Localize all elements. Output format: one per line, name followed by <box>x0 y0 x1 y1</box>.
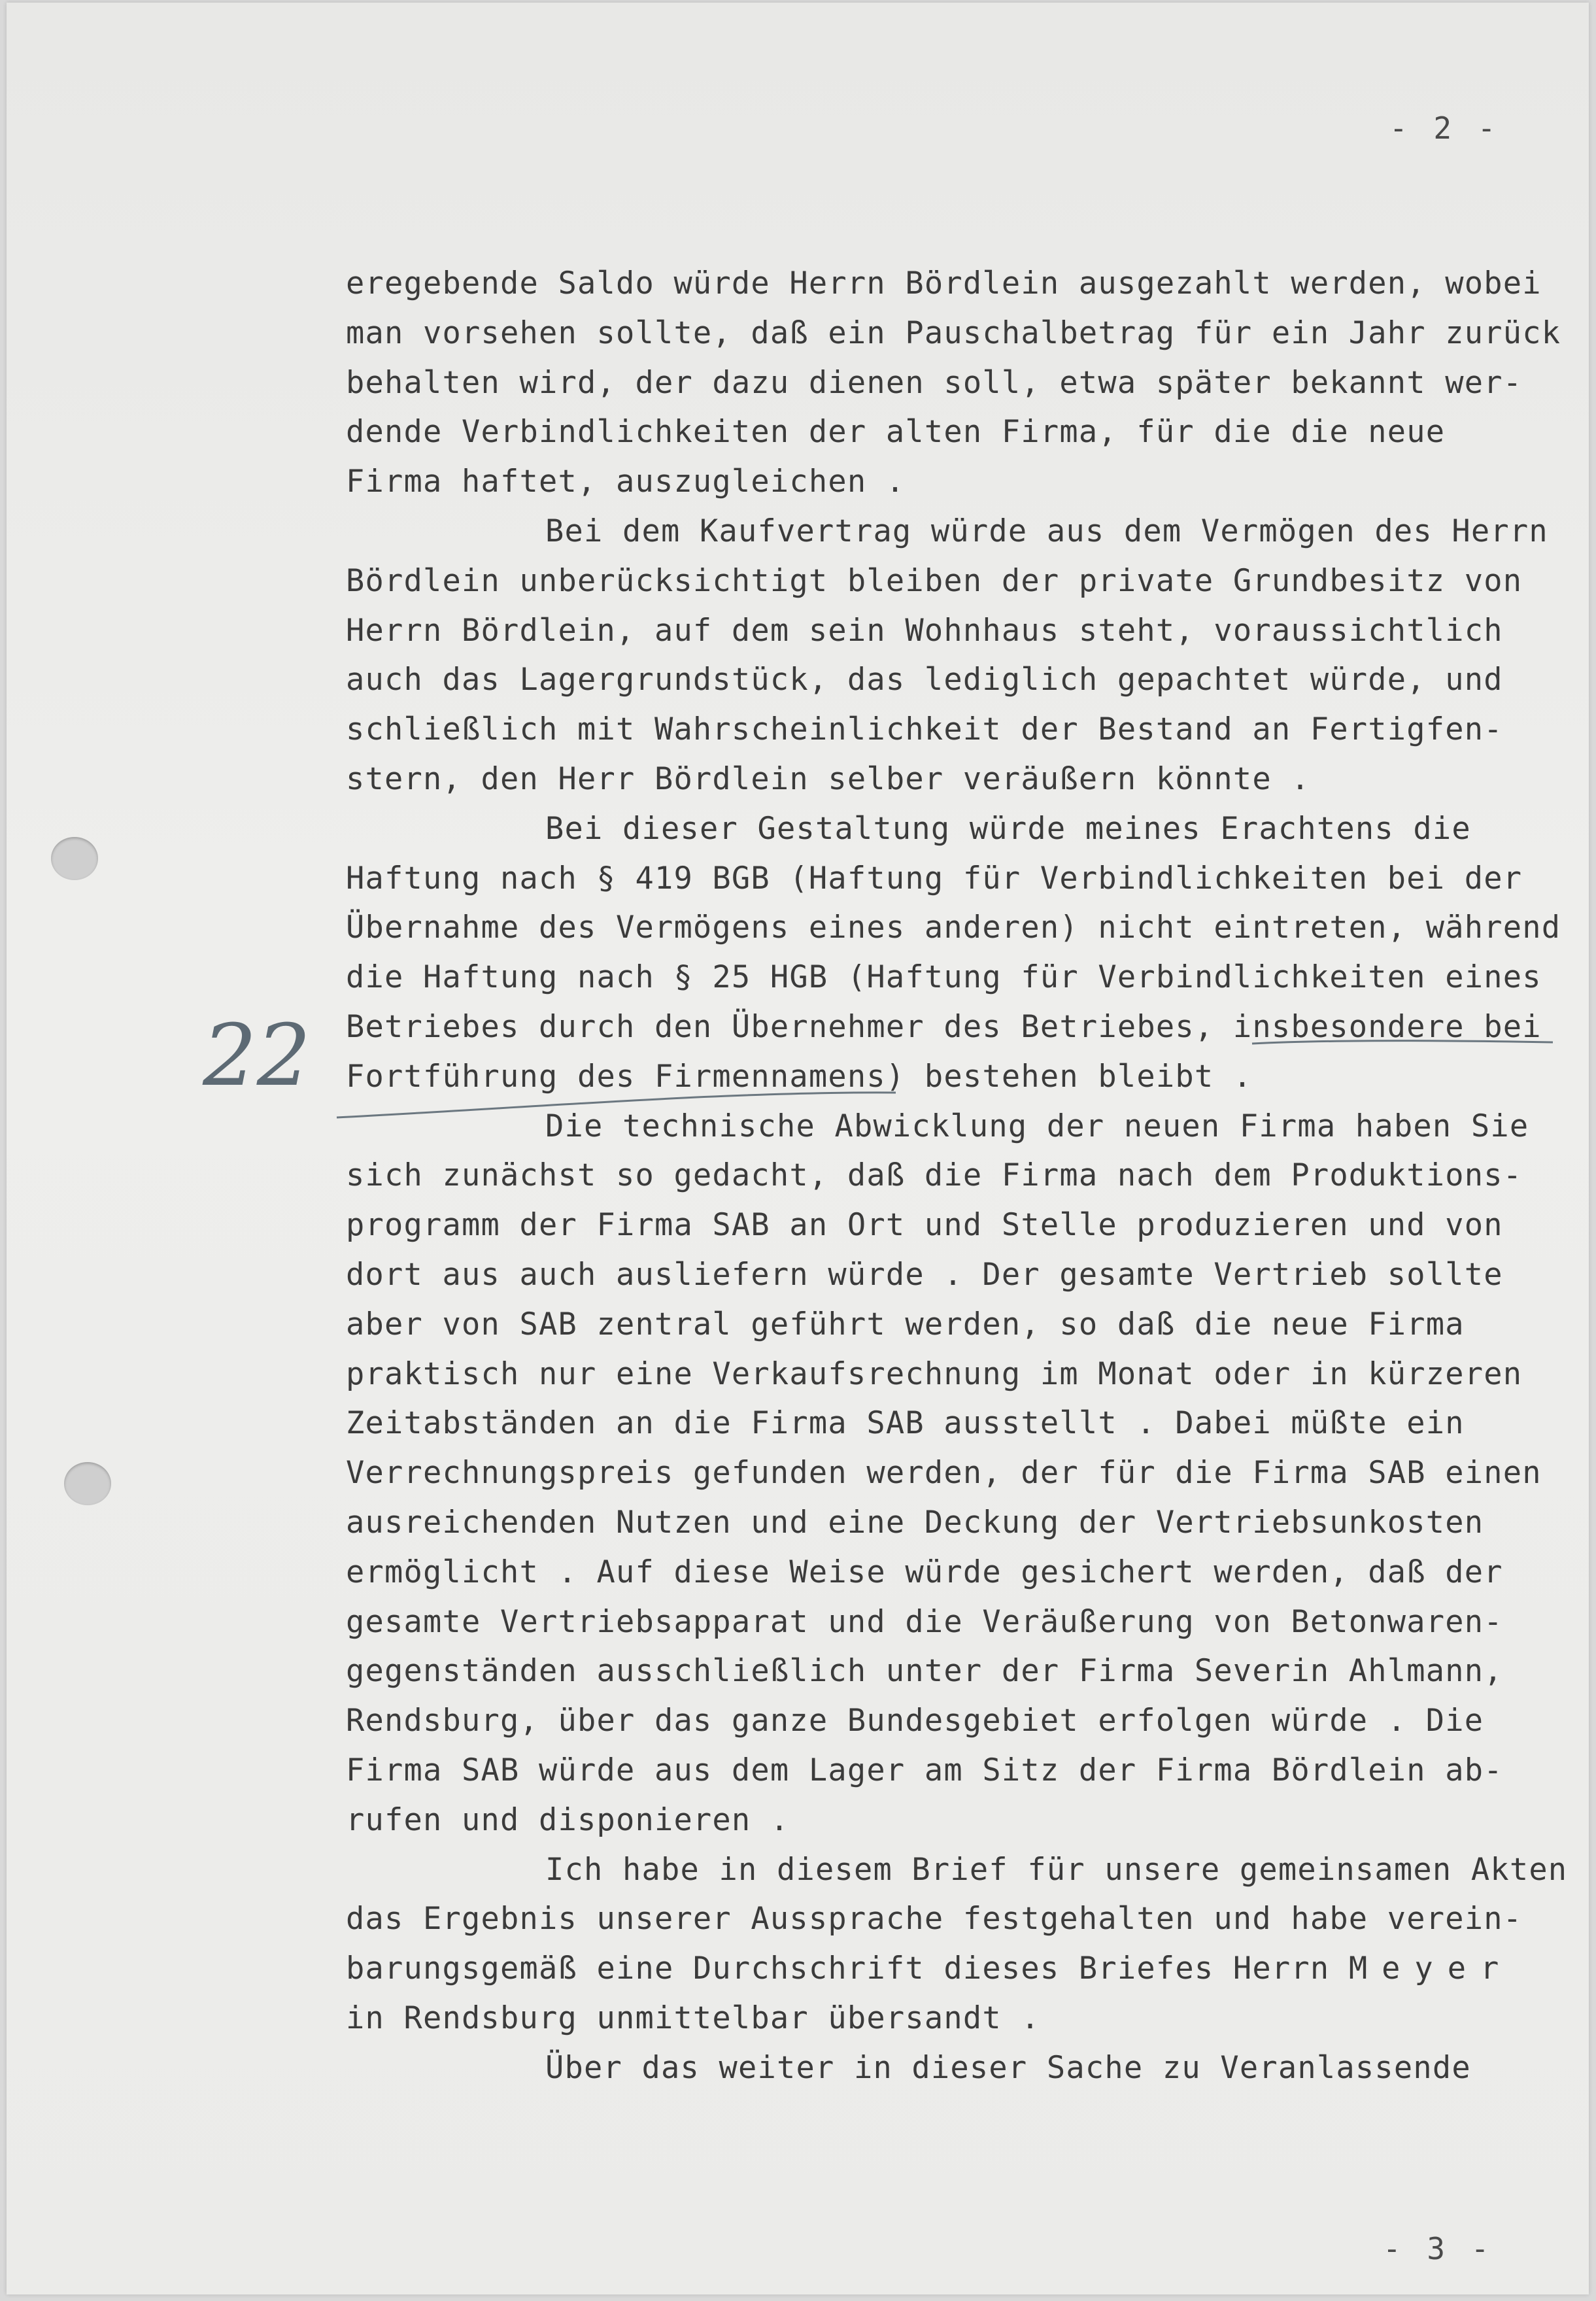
text-line-content: die Haftung nach § 25 HGB (Haftung für Verbindlichkeiten eines <box>346 959 1542 996</box>
text-line-content: stern, den Herr Bördlein selber veräußern könnte . <box>346 760 1310 797</box>
text-line-content: Zeitabständen an die Firma SAB ausstellt . Dabei müßte ein <box>346 1405 1465 1442</box>
text-line <box>346 1994 1588 2043</box>
text-line-content: Bei dieser Gestaltung würde meines Erachtens die <box>545 810 1471 847</box>
text-line-content: Die technische Abwicklung der neuen Firma haben Sie <box>545 1108 1529 1144</box>
text-line-content: Bei dem Kaufvertrag würde aus dem Vermögen des Herrn <box>545 513 1548 549</box>
text-line <box>346 1944 1588 1994</box>
text-line <box>346 1746 1588 1796</box>
text-line-content: sich zunächst so gedacht, daß die Firma nach dem Produktions- <box>346 1157 1523 1194</box>
text-line <box>346 1151 1588 1201</box>
text-line-content: praktisch nur eine Verkaufsrechnung im Monat oder in kürzeren <box>346 1355 1523 1392</box>
text-line-content: in Rendsburg unmittelbar übersandt . <box>346 2000 1040 2036</box>
text-line <box>346 755 1588 804</box>
text-line <box>346 1597 1588 1647</box>
text-line-content: das Ergebnis unserer Aussprache festgehalten und habe verein- <box>346 1901 1523 1937</box>
text-line-content: Bördlein unberücksichtigt bleiben der private Grundbesitz von <box>346 562 1523 599</box>
spaced-name: Meyer <box>1348 1951 1514 1987</box>
text-line-content: Ich habe in diesem Brief für unsere gemeinsamen Akten <box>545 1851 1568 1888</box>
text-line <box>346 1448 1588 1498</box>
text-line <box>346 1300 1588 1350</box>
text-line-content: Rendsburg, über das ganze Bundesgebiet erfolgen würde . Die <box>346 1703 1484 1739</box>
document-page <box>7 3 1589 2294</box>
text-line <box>346 804 1588 854</box>
text-line-content: aber von SAB zentral geführt werden, so daß die neue Firma <box>346 1306 1465 1342</box>
text-line <box>346 1250 1588 1300</box>
text-line-content: Firma haftet, auszugleichen . <box>346 464 906 500</box>
text-line-content: ausreichenden Nutzen und eine Deckung der Vertriebsunkosten <box>346 1504 1484 1541</box>
text-line <box>346 1548 1588 1597</box>
text-line-content: dende Verbindlichkeiten der alten Firma, für die die neue <box>346 414 1446 451</box>
text-line-content: behalten wird, der dazu dienen soll, etwa später bekannt wer- <box>346 364 1523 401</box>
text-line-content: gegenständen ausschließlich unter der Firma Severin Ahlmann, <box>346 1653 1503 1690</box>
text-line <box>346 1350 1588 1399</box>
text-line <box>346 2043 1588 2093</box>
page-number-bottom: - 3 - <box>1383 2231 1493 2266</box>
text-line-content: Haftung nach § 419 BGB (Haftung für Verbindlichkeiten bei der <box>346 860 1523 896</box>
text-line <box>346 1845 1588 1895</box>
text-line-content: Betriebes durch den Übernehmer des Betriebes, insbesondere bei <box>346 1008 1542 1045</box>
text-line-content: Verrechnungspreis gefunden werden, der für die Firma SAB einen <box>346 1455 1542 1491</box>
text-line <box>346 1399 1588 1448</box>
text-line <box>346 1646 1588 1696</box>
text-line <box>346 854 1588 904</box>
handwritten-mark: 22 <box>203 1006 311 1105</box>
text-line-content: ermöglicht . Auf diese Weise würde gesichert werden, daß der <box>346 1554 1503 1590</box>
text-line <box>346 358 1588 408</box>
text-line-content: Übernahme des Vermögens eines anderen) nicht eintreten, während <box>346 910 1561 946</box>
text-line-content: gesamte Vertriebsapparat und die Veräußerung von Betonwaren- <box>346 1603 1503 1640</box>
text-line <box>346 1498 1588 1548</box>
text-line <box>346 903 1588 953</box>
text-line <box>346 309 1588 358</box>
text-line <box>346 655 1588 705</box>
text-line <box>346 1201 1588 1250</box>
text-line-content: eregebende Saldo würde Herrn Bördlein ausgezahlt werden, wobei <box>346 265 1542 301</box>
text-line <box>346 556 1588 606</box>
text-line <box>346 1052 1588 1102</box>
text-line-content: Herrn Bördlein, auf dem sein Wohnhaus steht, voraussichtlich <box>346 612 1503 649</box>
text-line-content: auch das Lagergrundstück, das lediglich gepachtet würde, und <box>346 662 1503 698</box>
text-line-content: schließlich mit Wahrscheinlichkeit der Bestand an Fertigfen- <box>346 711 1503 748</box>
text-line-content: man vorsehen sollte, daß ein Pauschalbetrag für ein Jahr zurück <box>346 315 1561 351</box>
text-line <box>346 507 1588 556</box>
text-line <box>346 1002 1588 1052</box>
text-line <box>346 407 1588 457</box>
text-line <box>346 705 1588 755</box>
text-line <box>346 1696 1588 1746</box>
text-line-content: Firma SAB würde aus dem Lager am Sitz der Firma Bördlein ab- <box>346 1752 1503 1788</box>
text-line-content: programm der Firma SAB an Ort und Stelle produzieren und von <box>346 1207 1503 1244</box>
text-line <box>346 953 1588 1002</box>
page-number-top: - 2 - <box>1389 111 1500 146</box>
text-line-content: Über das weiter in dieser Sache zu Veranlassende <box>545 2049 1471 2086</box>
text-line <box>346 259 1588 309</box>
text-line-content: dort aus auch ausliefern würde . Der gesamte Vertrieb sollte <box>346 1256 1503 1293</box>
text-line <box>346 606 1588 656</box>
letter-body <box>346 259 1588 2092</box>
text-line <box>346 1102 1588 1151</box>
text-line <box>346 1894 1588 1944</box>
text-line-content: Fortführung des Firmennamens) bestehen bleibt . <box>346 1058 1253 1095</box>
text-line <box>346 1796 1588 1845</box>
text-line-content: barungsgemäß eine Durchschrift dieses Briefes Herrn <box>346 1951 1330 1987</box>
text-line <box>346 457 1588 507</box>
text-line-content: rufen und disponieren . <box>346 1801 790 1838</box>
